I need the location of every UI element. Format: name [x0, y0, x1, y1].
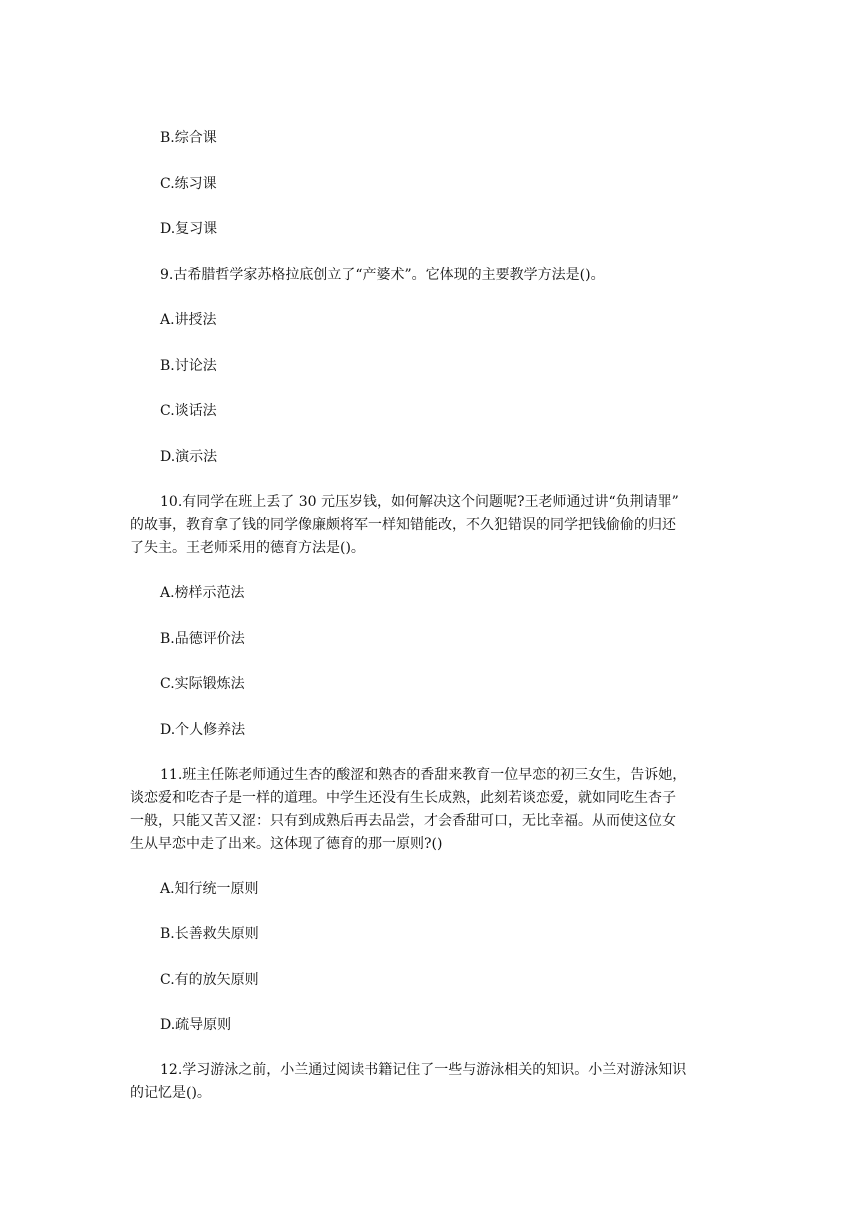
q10-option-d: D.个人修养法 — [160, 722, 246, 738]
q10-question-line3: 了失主。王老师采用的德育方法是()。 — [130, 540, 365, 556]
q11-option-b: B.长善救失原则 — [160, 926, 259, 942]
q9-option-d: D.演示法 — [160, 449, 218, 465]
q11-question-line3: 一般，只能又苦又涩：只有到成熟后再去品尝，才会香甜可口，无比幸福。从而使这位女 — [130, 813, 676, 829]
q11-option-c: C.有的放矢原则 — [160, 972, 259, 988]
q9-option-a: A.讲授法 — [160, 312, 217, 328]
q9-option-c: C.谈话法 — [160, 403, 217, 419]
q9-option-b: B.讨论法 — [160, 358, 217, 374]
q11-question — [130, 764, 740, 856]
q8-option-b: B.综合课 — [160, 130, 217, 146]
q10-option-a: A.榜样示范法 — [160, 585, 245, 601]
q10-question — [130, 491, 740, 560]
q8-option-d: D.复习课 — [160, 221, 218, 237]
q12-question-line2: 的记忆是()。 — [130, 1085, 211, 1101]
q10-question-line2: 的故事，教育拿了钱的同学像廉颇将军一样知错能改，不久犯错误的同学把钱偷偷的归还 — [130, 517, 676, 533]
q11-question-line1: 11.班主任陈老师通过生杏的酸涩和熟杏的香甜来教育一位早恋的初三女生，告诉她， — [160, 767, 687, 783]
q12-question — [130, 1059, 740, 1105]
q10-question-line1: 10.有同学在班上丢了 30 元压岁钱，如何解决这个问题呢?王老师通过讲“负荆请罪” — [160, 494, 679, 510]
q12-question-line1: 12.学习游泳之前，小兰通过阅读书籍记住了一些与游泳相关的知识。小兰对游泳知识 — [160, 1062, 687, 1078]
q11-question-line2: 谈恋爱和吃杏子是一样的道理。中学生还没有生长成熟，此刻若谈恋爱，就如同吃生杏子 — [130, 790, 676, 806]
q8-option-c: C.练习课 — [160, 176, 217, 192]
q11-option-a: A.知行统一原则 — [160, 881, 259, 897]
q10-option-c: C.实际锻炼法 — [160, 676, 245, 692]
q11-question-line4: 生从早恋中走了出来。这体现了德育的那一原则?() — [130, 836, 443, 852]
q11-option-d: D.疏导原则 — [160, 1017, 232, 1033]
q10-option-b: B.品德评价法 — [160, 631, 245, 647]
q9-question: 9.古希腊哲学家苏格拉底创立了“产婆术”。它体现的主要教学方法是()。 — [160, 267, 605, 283]
